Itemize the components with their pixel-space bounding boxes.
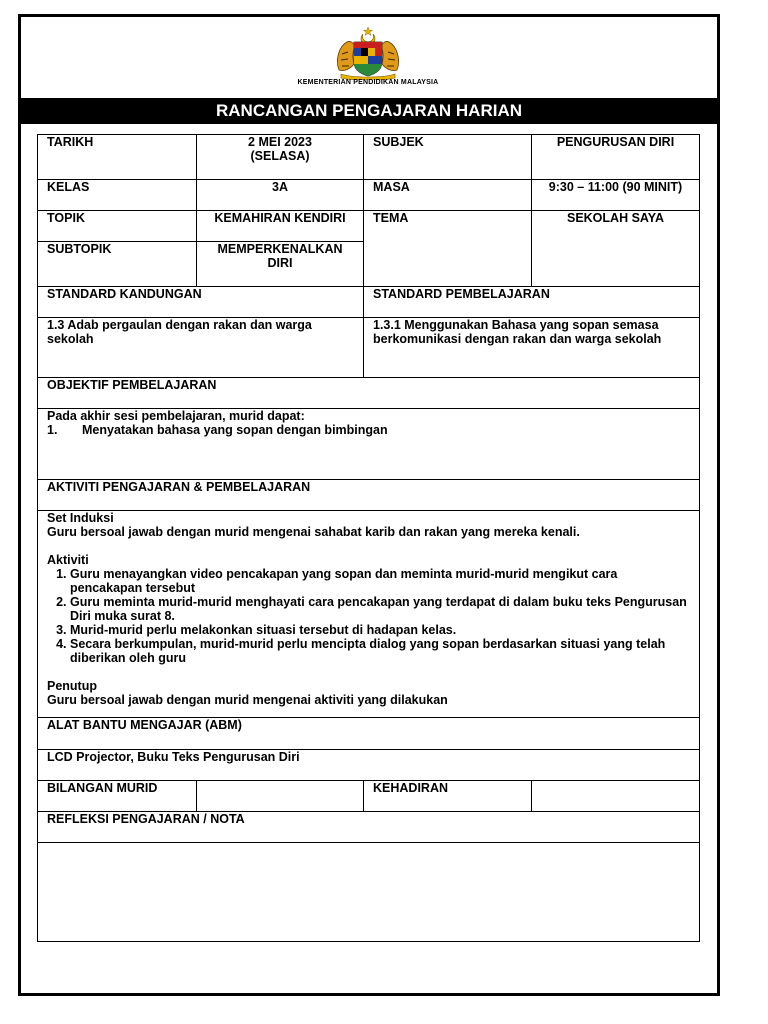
subtopik-label: SUBTOPIK — [38, 242, 197, 287]
standard-kandungan-text: 1.3 Adab pergaulan dengan rakan dan warga sekolah — [38, 318, 364, 378]
kelas-label: KELAS — [38, 180, 197, 211]
tarikh-date: 2 MEI 2023 — [248, 135, 312, 149]
masa-value: 9:30 – 11:00 (90 MINIT) — [532, 180, 700, 211]
activities-body — [38, 511, 700, 718]
tarikh-day: (SELASA) — [250, 149, 310, 163]
row-abm-body — [38, 750, 700, 781]
standard-pembelajaran-label: STANDARD PEMBELAJARAN — [364, 287, 700, 318]
subjek-label: SUBJEK — [364, 135, 532, 180]
subtopik-value — [197, 242, 364, 287]
tema-label: TEMA — [364, 211, 532, 287]
row-abm-header — [38, 718, 700, 750]
activity-item: 3. Murid-murid perlu melakonkan situasi tersebut di hadapan kelas. — [70, 623, 690, 637]
subjek-value: PENGURUSAN DIRI — [532, 135, 700, 180]
subtopik-line-2: DIRI — [267, 256, 293, 270]
row-activities-body — [38, 511, 700, 718]
kehadiran-value[interactable] — [532, 781, 700, 812]
bilangan-murid-label: BILANGAN MURID — [38, 781, 197, 812]
lesson-plan-table — [37, 134, 700, 942]
activity-item: 1. Guru menayangkan video pencakapan yang sopan dan meminta murid-murid mengikut cara pencakapan tersebut — [70, 567, 690, 595]
objective-intro: Pada akhir sesi pembelajaran, murid dapat: — [47, 409, 305, 423]
row-topic — [38, 211, 700, 242]
row-reflection-header — [38, 812, 700, 843]
activity-heading: Aktiviti — [47, 553, 89, 567]
row-standards-header — [38, 287, 700, 318]
bilangan-murid-value[interactable] — [197, 781, 364, 812]
standard-kandungan-label: STANDARD KANDUNGAN — [38, 287, 364, 318]
activities-label: AKTIVITI PENGAJARAN & PEMBELAJARAN — [38, 480, 700, 511]
row-date-subject — [38, 135, 700, 180]
ministry-name: KEMENTERIAN PENDIDIKAN MALAYSIA — [297, 79, 439, 86]
reflection-label: REFLEKSI PENGAJARAN / NOTA — [38, 812, 700, 843]
tarikh-label: TARIKH — [38, 135, 197, 180]
masa-label: MASA — [364, 180, 532, 211]
abm-value: LCD Projector, Buku Teks Pengurusan Diri — [38, 750, 700, 781]
objective-item-number: 1. — [47, 423, 58, 437]
activity-list — [47, 567, 690, 665]
objective-item — [47, 423, 690, 437]
topik-label: TOPIK — [38, 211, 197, 242]
objective-item-text: Menyatakan bahasa yang sopan dengan bimbingan — [82, 423, 388, 437]
kelas-value: 3A — [197, 180, 364, 211]
objective-label: OBJEKTIF PEMBELAJARAN — [38, 378, 700, 409]
row-objective-body — [38, 409, 700, 480]
page-title: RANCANGAN PENGAJARAN HARIAN — [21, 98, 717, 124]
tarikh-value — [197, 135, 364, 180]
row-objective-header — [38, 378, 700, 409]
objective-body — [38, 409, 700, 480]
induction-text: Guru bersoal jawab dengan murid mengenai sahabat karib dan rakan yang mereka kenali. — [47, 525, 580, 539]
activity-item: 2. Guru meminta murid-murid menghayati cara pencakapan yang terdapat di dalam buku teks Pengurusan Diri muka surat 8. — [70, 595, 690, 623]
row-reflection-body — [38, 843, 700, 942]
kehadiran-label: KEHADIRAN — [364, 781, 532, 812]
row-class-time — [38, 180, 700, 211]
row-activities-header — [38, 480, 700, 511]
closure-text: Guru bersoal jawab dengan murid mengenai aktiviti yang dilakukan — [47, 693, 448, 707]
closure-heading: Penutup — [47, 679, 97, 693]
reflection-notes[interactable] — [38, 843, 700, 942]
subtopik-line-1: MEMPERKENALKAN — [217, 242, 343, 256]
activity-item: 4. Secara berkumpulan, murid-murid perlu mencipta dialog yang sopan berdasarkan situasi yang telah diberikan oleh guru — [70, 637, 690, 665]
row-attendance — [38, 781, 700, 812]
induction-heading: Set Induksi — [47, 511, 114, 525]
malaysia-coat-of-arms-icon — [333, 26, 403, 80]
abm-label: ALAT BANTU MENGAJAR (ABM) — [38, 718, 700, 750]
topik-value: KEMAHIRAN KENDIRI — [197, 211, 364, 242]
tema-value: SEKOLAH SAYA — [532, 211, 700, 287]
row-standards-body — [38, 318, 700, 378]
standard-pembelajaran-text: 1.3.1 Menggunakan Bahasa yang sopan semasa berkomunikasi dengan rakan dan warga sekolah — [364, 318, 700, 378]
